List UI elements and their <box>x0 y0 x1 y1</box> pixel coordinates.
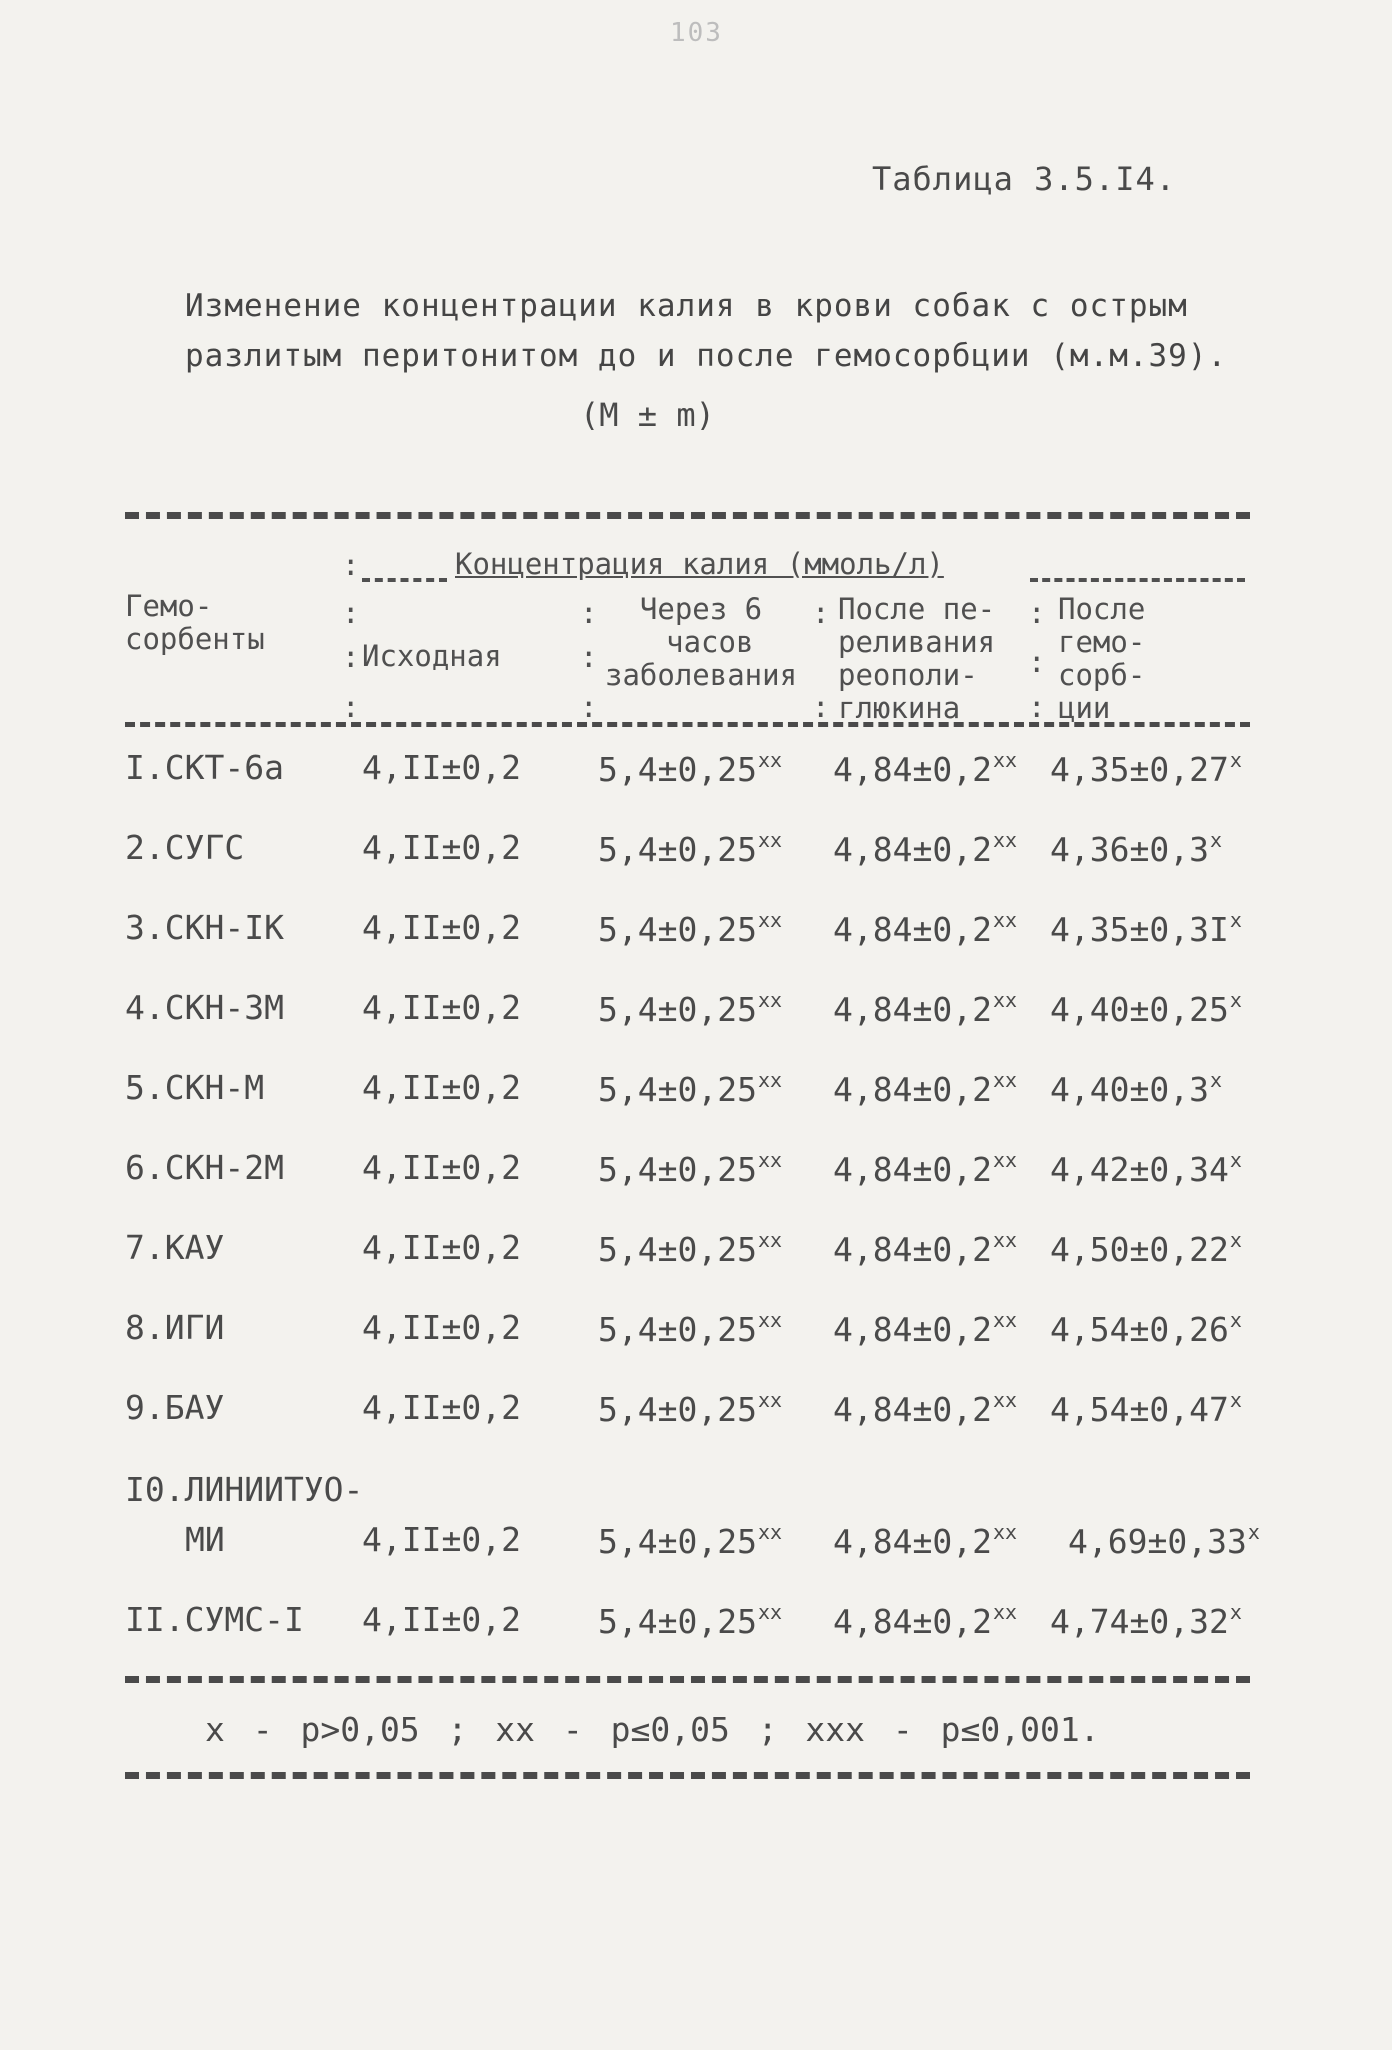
row-initial: 4,II±0,2 <box>362 828 521 867</box>
significance-mark: x <box>1229 1600 1242 1624</box>
value: 5,4±0,25 <box>598 1390 757 1429</box>
table-row <box>0 1308 1392 1368</box>
row-hemosorption <box>1068 1520 1260 1561</box>
significance-mark: x <box>1229 1148 1242 1172</box>
value: 5,4±0,25 <box>598 1070 757 1109</box>
value: 4,35±0,27 <box>1050 750 1229 789</box>
value: 5,4±0,25 <box>598 1150 757 1189</box>
header-group-rule-left <box>362 578 447 582</box>
row-sorbent: 4.СКН-3М <box>125 988 284 1027</box>
significance-mark: xx <box>757 908 783 932</box>
row-sorbent: 5.СКН-М <box>125 1068 265 1107</box>
row-sorbent: I.СКТ-6а <box>125 748 284 787</box>
header-col3-line3: реополи- <box>838 658 978 692</box>
header-separator: : <box>1028 690 1046 724</box>
header-bottom-rule <box>125 722 1250 727</box>
row-initial: 4,II±0,2 <box>362 1388 521 1427</box>
significance-mark: xx <box>757 1600 783 1624</box>
header-col4-line4: ции <box>1058 691 1111 725</box>
table-row <box>0 748 1392 808</box>
value: 4,40±0,25 <box>1050 990 1229 1029</box>
value: 4,35±0,3I <box>1050 910 1229 949</box>
row-sorbent: 9.БАУ <box>125 1388 225 1427</box>
row-reopoliglukin <box>833 1520 1017 1561</box>
significance-mark: x <box>1247 1520 1260 1544</box>
row-after-6h <box>598 908 782 949</box>
row-reopoliglukin <box>833 1068 1017 1109</box>
significance-mark: xx <box>992 1308 1018 1332</box>
significance-mark: x <box>1229 748 1242 772</box>
header-col3-line1: После пе- <box>838 592 996 626</box>
value: 4,84±0,2 <box>833 1522 992 1561</box>
row-sorbent: 3.СКН-IК <box>125 908 284 947</box>
value: 5,4±0,25 <box>598 830 757 869</box>
row-after-6h <box>598 1228 782 1269</box>
significance-mark: x <box>1209 828 1222 852</box>
header-col2-line1: Через 6 <box>639 592 763 626</box>
significance-footnote: x - p>0,05 ; xx - p≤0,05 ; xxx - p≤0,001. <box>205 1710 1100 1749</box>
row-sorbent: II.СУМС-I <box>125 1600 304 1639</box>
value: 5,4±0,25 <box>598 1522 757 1561</box>
header-group-potassium: Концентрация калия (ммоль/л) <box>455 547 944 581</box>
row-hemosorption <box>1050 1600 1242 1641</box>
row-reopoliglukin <box>833 908 1017 949</box>
row-initial: 4,II±0,2 <box>362 988 521 1027</box>
value: 5,4±0,25 <box>598 1230 757 1269</box>
row-hemosorption <box>1050 1228 1242 1269</box>
footnote-bottom-rule <box>125 1772 1250 1779</box>
header-col-sorbents <box>125 590 265 656</box>
value: 4,69±0,33 <box>1068 1522 1247 1561</box>
value: 4,74±0,32 <box>1050 1602 1229 1641</box>
table-row <box>0 1148 1392 1208</box>
row-reopoliglukin <box>833 1388 1017 1429</box>
row-reopoliglukin <box>833 748 1017 789</box>
value: 4,84±0,2 <box>833 1150 992 1189</box>
value: 4,54±0,26 <box>1050 1310 1229 1349</box>
value: 4,84±0,2 <box>833 830 992 869</box>
significance-mark: xx <box>992 1600 1018 1624</box>
row-after-6h <box>598 1308 782 1349</box>
header-col4-line1: После <box>1058 592 1146 626</box>
table-row <box>0 1600 1392 1660</box>
significance-mark: xx <box>992 1388 1018 1412</box>
significance-mark: x <box>1209 1068 1222 1092</box>
row-after-6h <box>598 1388 782 1429</box>
table-row <box>0 1228 1392 1288</box>
header-col-reopoliglukin <box>838 593 995 725</box>
significance-mark: xx <box>757 1520 783 1544</box>
row-reopoliglukin <box>833 1308 1017 1349</box>
value: 4,84±0,2 <box>833 1390 992 1429</box>
significance-mark: xx <box>757 988 783 1012</box>
value: 4,84±0,2 <box>833 1230 992 1269</box>
header-separator: : <box>342 548 360 582</box>
row-hemosorption <box>1050 1068 1222 1109</box>
value: 4,84±0,2 <box>833 990 992 1029</box>
significance-mark: xx <box>757 748 783 772</box>
table-bottom-rule <box>125 1676 1250 1683</box>
row-sorbent: 8.ИГИ <box>125 1308 225 1347</box>
table-title-line-2: разлитым перитонитом до и после гемосорбции (м.м.39). <box>185 338 1228 374</box>
table-top-rule <box>125 512 1250 519</box>
table-row <box>0 828 1392 888</box>
table-title-line-1: Изменение концентрации калия в крови собак с острым <box>185 288 1188 324</box>
header-separator: : <box>580 690 598 724</box>
significance-mark: xx <box>992 908 1018 932</box>
row-after-6h <box>598 988 782 1029</box>
table-label: Таблица 3.5.I4. <box>872 160 1176 198</box>
row-hemosorption <box>1050 1388 1242 1429</box>
value: 5,4±0,25 <box>598 750 757 789</box>
header-separator: : <box>1028 596 1046 630</box>
header-col0-line2: сорбенты <box>125 622 265 656</box>
row-hemosorption <box>1050 1308 1242 1349</box>
header-col-initial: Исходная <box>362 639 502 673</box>
value: 4,36±0,3 <box>1050 830 1209 869</box>
row-initial: 4,II±0,2 <box>362 1600 521 1639</box>
value: 4,42±0,34 <box>1050 1150 1229 1189</box>
table-row <box>0 1470 1392 1580</box>
significance-mark: x <box>1229 1388 1242 1412</box>
value: 5,4±0,25 <box>598 1310 757 1349</box>
significance-mark: xx <box>992 1520 1018 1544</box>
table-row <box>0 1068 1392 1128</box>
row-initial: 4,II±0,2 <box>362 1148 521 1187</box>
row-reopoliglukin <box>833 1600 1017 1641</box>
row-reopoliglukin <box>833 1148 1017 1189</box>
value: 4,54±0,47 <box>1050 1390 1229 1429</box>
header-col0-line1: Гемо- <box>125 589 213 623</box>
row-initial: 4,II±0,2 <box>362 1068 521 1107</box>
page-number: 103 <box>670 18 723 48</box>
header-separator: : <box>812 690 830 724</box>
header-col2-line2: часов <box>666 625 754 659</box>
row-initial: 4,II±0,2 <box>362 908 521 947</box>
table-row <box>0 1388 1392 1448</box>
header-separator: : <box>580 596 598 630</box>
significance-mark: xx <box>992 1068 1018 1092</box>
header-separator: : <box>580 640 598 674</box>
row-after-6h <box>598 1068 782 1109</box>
value: 4,84±0,2 <box>833 910 992 949</box>
row-hemosorption <box>1050 988 1242 1029</box>
significance-mark: x <box>1229 908 1242 932</box>
value: 4,84±0,2 <box>833 1070 992 1109</box>
row-reopoliglukin <box>833 828 1017 869</box>
value: 4,40±0,3 <box>1050 1070 1209 1109</box>
row-reopoliglukin <box>833 988 1017 1029</box>
value: 4,84±0,2 <box>833 1310 992 1349</box>
header-group-rule-right <box>1030 578 1245 582</box>
row-after-6h <box>598 1148 782 1189</box>
header-col-after-6h <box>605 593 797 692</box>
row-after-6h <box>598 748 782 789</box>
significance-mark: xx <box>757 1068 783 1092</box>
header-separator: : <box>342 640 360 674</box>
value: 4,84±0,2 <box>833 750 992 789</box>
header-col4-line3: сорб- <box>1058 658 1146 692</box>
row-after-6h <box>598 828 782 869</box>
row-after-6h <box>598 1600 782 1641</box>
row-reopoliglukin <box>833 1228 1017 1269</box>
value: 4,84±0,2 <box>833 1602 992 1641</box>
significance-mark: xx <box>757 1388 783 1412</box>
significance-mark: xx <box>757 828 783 852</box>
value: 4,50±0,22 <box>1050 1230 1229 1269</box>
value: 5,4±0,25 <box>598 910 757 949</box>
significance-mark: xx <box>992 1228 1018 1252</box>
row-hemosorption <box>1050 828 1222 869</box>
significance-mark: xx <box>992 748 1018 772</box>
header-separator: : <box>342 596 360 630</box>
header-separator: : <box>342 690 360 724</box>
significance-mark: xx <box>992 988 1018 1012</box>
header-col3-line4: глюкина <box>838 691 961 725</box>
header-separator: : <box>812 596 830 630</box>
row-sorbent: I0.ЛИНИИТУО- <box>125 1470 364 1509</box>
significance-mark: x <box>1229 1308 1242 1332</box>
significance-mark: x <box>1229 988 1242 1012</box>
row-hemosorption <box>1050 748 1242 789</box>
header-col4-line2: гемо- <box>1058 625 1146 659</box>
significance-mark: x <box>1229 1228 1242 1252</box>
table-row <box>0 988 1392 1048</box>
row-sorbent: 2.СУГС <box>125 828 245 867</box>
row-initial: 4,II±0,2 <box>362 1308 521 1347</box>
header-separator: : <box>1028 645 1046 679</box>
row-hemosorption <box>1050 1148 1242 1189</box>
row-hemosorption <box>1050 908 1242 949</box>
row-initial: 4,II±0,2 <box>362 748 521 787</box>
header-col2-line3: заболевания <box>605 658 798 692</box>
significance-mark: xx <box>992 1148 1018 1172</box>
value: 5,4±0,25 <box>598 990 757 1029</box>
stat-note: (М ± m) <box>580 396 715 434</box>
row-initial: 4,II±0,2 <box>362 1228 521 1267</box>
value: 5,4±0,25 <box>598 1602 757 1641</box>
significance-mark: xx <box>992 828 1018 852</box>
table-row <box>0 908 1392 968</box>
row-sorbent: 7.КАУ <box>125 1228 225 1267</box>
row-after-6h <box>598 1520 782 1561</box>
significance-mark: xx <box>757 1148 783 1172</box>
significance-mark: xx <box>757 1228 783 1252</box>
header-col3-line2: реливания <box>838 625 996 659</box>
header-col-after-hemosorption <box>1058 593 1145 725</box>
row-sorbent-continued: МИ <box>185 1520 225 1559</box>
significance-mark: xx <box>757 1308 783 1332</box>
row-initial: 4,II±0,2 <box>362 1520 521 1559</box>
row-sorbent: 6.СКН-2М <box>125 1148 284 1187</box>
